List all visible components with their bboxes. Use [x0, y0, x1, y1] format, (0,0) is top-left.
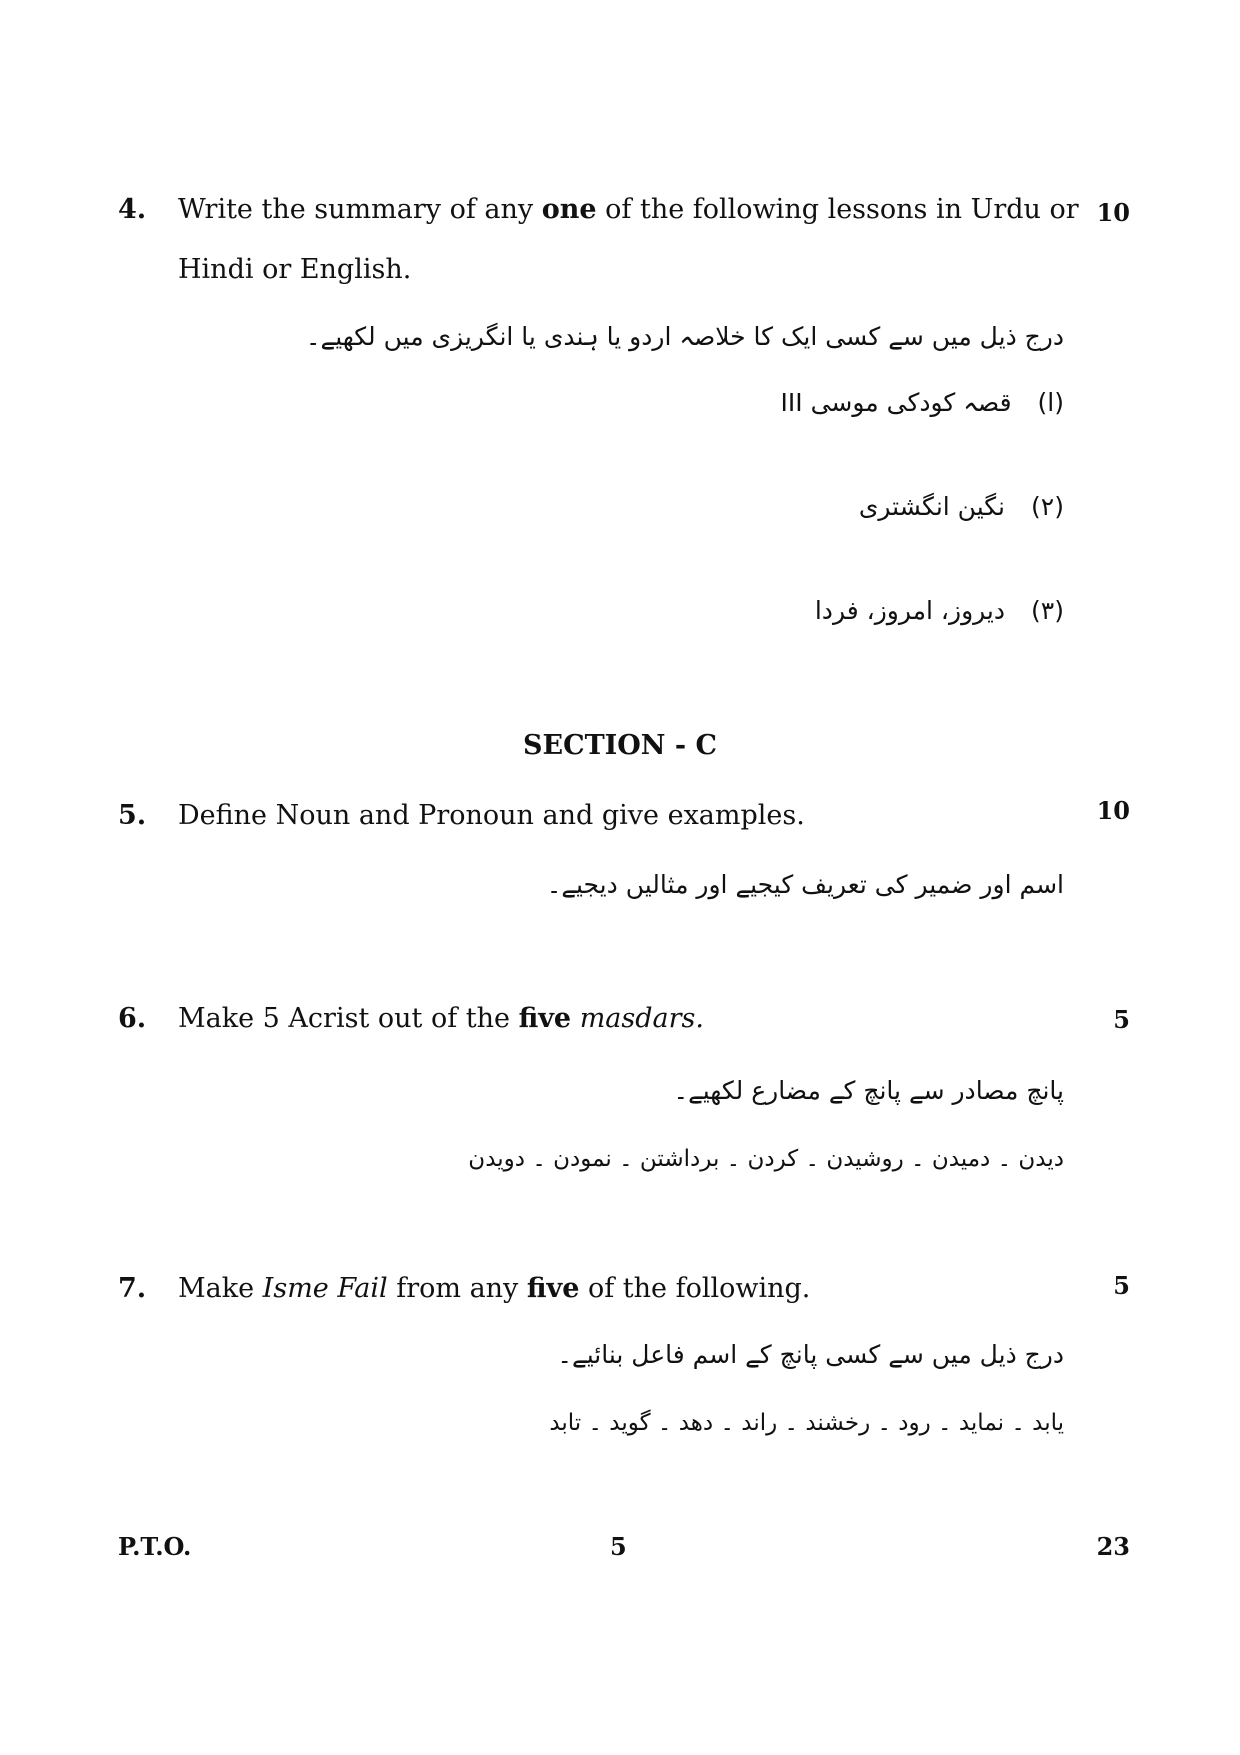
footer-code: 23 [1096, 1532, 1130, 1561]
question-7-text [178, 1259, 810, 1319]
question-7-text-pre: Make [178, 1273, 263, 1304]
question-5-marks: 10 [1096, 796, 1130, 825]
question-6-urdu-instruction: پانچ مصادر سے پانچ کے مضارع لکھیے۔ [673, 1076, 1064, 1105]
question-5-urdu-instruction: اسم اور ضمیر کی تعریف کیجیے اور مثالیں دیجیے۔ [546, 870, 1064, 899]
option-2-text: نگین انگشتری [858, 492, 1006, 521]
question-6-text-italic: masdars. [579, 1003, 704, 1034]
question-4-text-bold: one [541, 194, 597, 225]
question-4-text-pre: Write the summary of any [178, 194, 542, 225]
question-4-marks: 10 [1096, 198, 1130, 227]
question-7-marks: 5 [1113, 1271, 1130, 1300]
question-7-text-italic: Isme Fail [262, 1273, 388, 1304]
question-4-urdu-instruction: درج ذیل میں سے کسی ایک کا خلاصہ اردو یا ہندی یا انگریزی میں لکھیے۔ [305, 322, 1064, 351]
question-7-text-bold: five [526, 1273, 580, 1304]
question-7-text-post: of the following. [579, 1273, 811, 1304]
footer-pto: P.T.O. [118, 1532, 192, 1561]
question-6-text-bold: five [518, 1003, 572, 1034]
question-6-marks: 5 [1113, 1005, 1130, 1034]
question-7-number: 7. [118, 1273, 147, 1304]
question-6-text-pre: Make 5 Acrist out of the [178, 1003, 519, 1034]
option-3-text: دیروز، امروز، فردا [814, 596, 1006, 625]
option-3-number: (۳) [1031, 596, 1064, 625]
option-1-number: (ا) [1037, 388, 1064, 417]
question-7-words: یابد ۔ نماید ۔ رود ۔ رخشند ۔ راند ۔ دھد ۔ گوید ۔ تابد [549, 1410, 1064, 1436]
question-5-number: 5. [118, 800, 147, 831]
question-4-option-1 [781, 388, 1064, 417]
question-7-urdu-instruction: درج ذیل میں سے کسی پانچ کے اسم فاعل بنائیے۔ [557, 1340, 1064, 1369]
section-c-title: SECTION - C [523, 730, 717, 761]
question-6-words: دیدن ۔ دمیدن ۔ روشیدن ۔ کردن ۔ برداشتن ۔ نمودن ۔ دویدن [468, 1146, 1064, 1172]
question-5-text: Define Noun and Pronoun and give examples. [178, 800, 805, 831]
question-4-number: 4. [118, 194, 147, 225]
question-4-text-line2: Hindi or English. [178, 254, 412, 285]
question-4-option-3 [815, 596, 1064, 625]
footer-page-number: 5 [610, 1532, 627, 1561]
question-6-text [178, 989, 704, 1049]
question-4-text-line1 [178, 180, 1079, 240]
question-4-text-post: of the following lessons in Urdu or [596, 194, 1079, 225]
question-6-number: 6. [118, 1003, 147, 1034]
question-4-option-2 [859, 492, 1064, 521]
question-7-text-mid: from any [387, 1273, 527, 1304]
option-2-number: (۲) [1031, 492, 1064, 521]
option-1-text: قصہ کودکی موسی III [780, 388, 1012, 417]
question-6-text-space [571, 1003, 580, 1034]
